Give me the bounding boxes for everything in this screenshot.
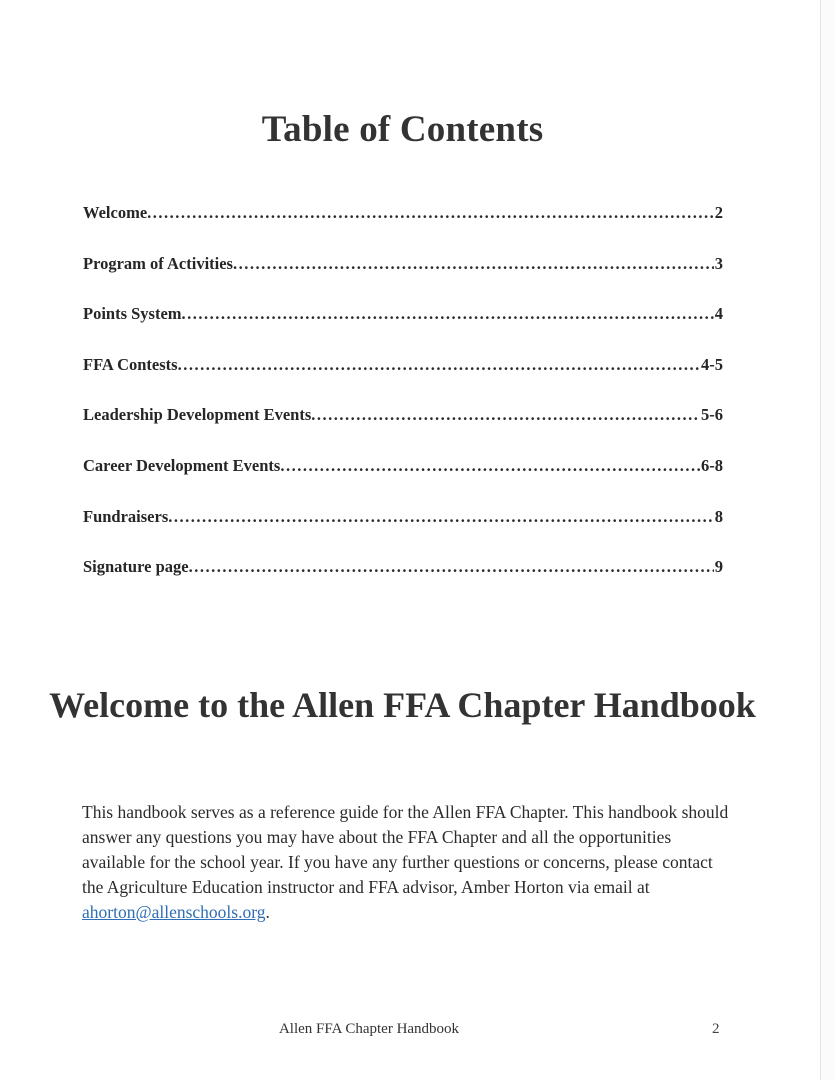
toc-title: Table of Contents [261,109,544,150]
toc-entry-page: 6-8 [701,455,723,475]
toc-entry-fundraisers[interactable] [83,507,723,558]
toc-entry-ffa-contests[interactable] [83,355,723,406]
toc-entry-page: 5-6 [701,405,723,425]
toc-leader-dots [182,304,714,324]
toc-entry-label: Leadership Development Events [83,405,312,425]
toc-entry-label: Signature page [83,557,189,577]
toc-entry-label: Program of Activities [83,253,233,273]
toc-entry-page: 8 [714,506,723,526]
toc-entry-signature-page[interactable] [83,557,723,608]
toc-entry-leadership-development-events[interactable] [83,405,723,456]
toc-leader-dots [178,355,700,375]
welcome-end-punctuation: . [265,902,270,922]
toc-entry-career-development-events[interactable] [83,456,723,507]
toc-leader-dots [189,557,714,577]
welcome-paragraph [82,800,732,925]
toc-entry-points-system[interactable] [83,304,723,355]
toc-leader-dots [280,456,700,476]
toc-entry-page: 9 [714,557,723,577]
toc-entry-label: Career Development Events [83,455,281,475]
toc-list [83,203,723,608]
toc-leader-dots [233,254,714,274]
footer-page-number: 2 [712,1021,720,1037]
toc-entry-page: 4-5 [701,354,723,374]
toc-leader-dots [147,203,714,223]
toc-entry-label: Welcome [83,203,148,222]
toc-entry-label: Fundraisers [83,506,169,526]
toc-entry-page: 3 [714,253,723,273]
toc-entry-label: FFA Contests [83,354,178,374]
page-edge [820,0,835,1080]
toc-entry-welcome[interactable] [83,203,723,254]
toc-entry-page: 2 [714,203,723,222]
footer-handbook-title: Allen FFA Chapter Handbook [278,1021,460,1037]
welcome-title: Welcome to the Allen FFA Chapter Handbook [49,685,756,725]
welcome-body-text: This handbook serves as a reference guide for the Allen FFA Chapter. This handbook should answer any questions you may have about the FFA Chapter and all the opportunities available for the school year. If you have any further questions or concerns, please contact the Agriculture Education instructor and FFA advisor, Amber Horton via email at [82,802,729,897]
advisor-email-link[interactable]: ahorton@allenschools.org [82,902,266,922]
toc-entry-program-of-activities[interactable] [83,254,723,305]
toc-leader-dots [311,405,700,425]
toc-leader-dots [168,507,713,527]
toc-entry-page: 4 [714,304,723,324]
toc-entry-label: Points System [83,304,182,324]
